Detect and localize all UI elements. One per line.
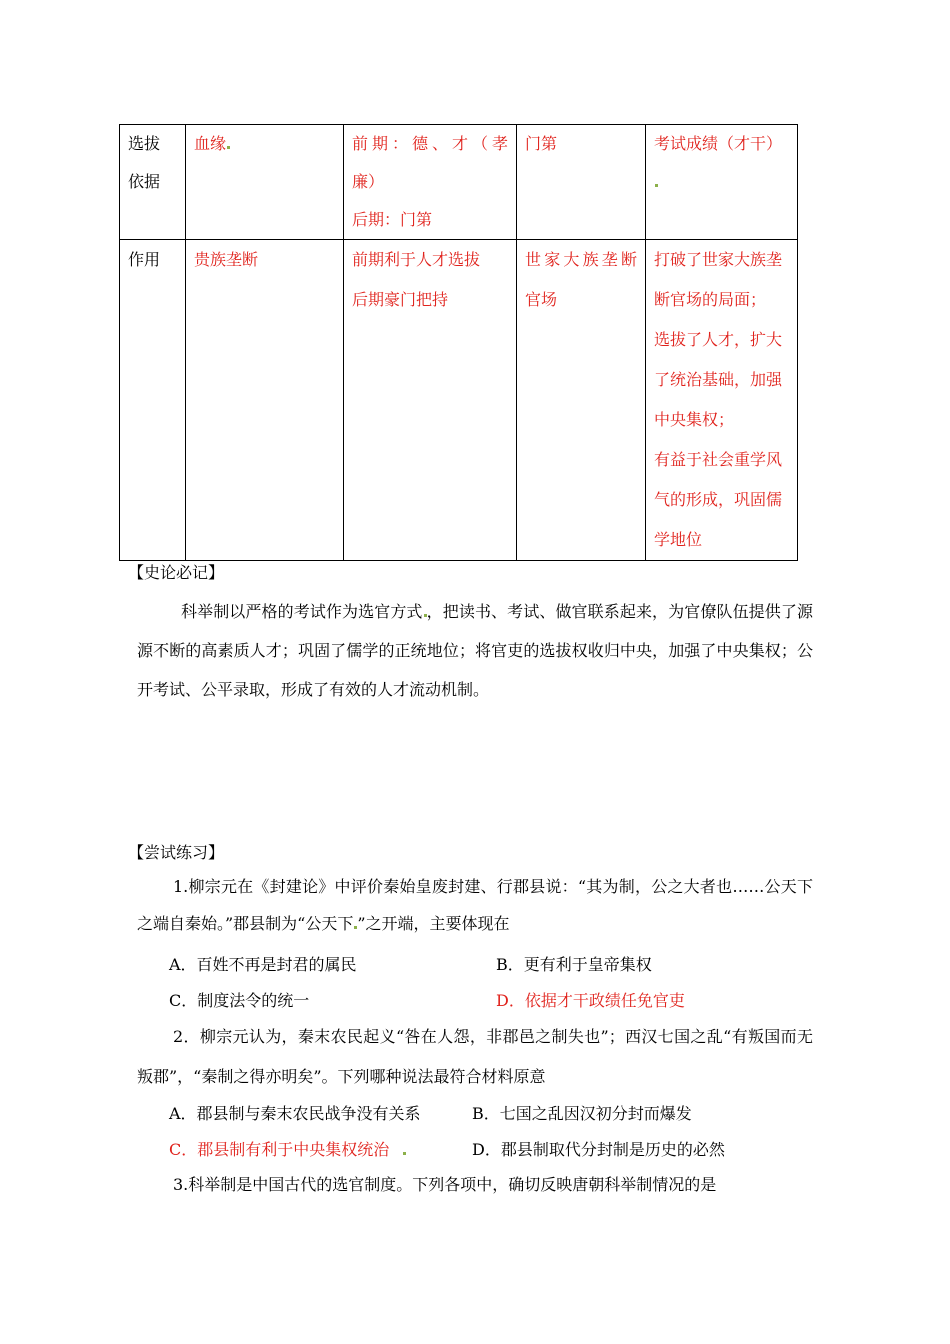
marker-dot bbox=[227, 146, 230, 149]
table-row bbox=[120, 240, 798, 561]
q2-option-c-answer: C．郡县制有利于中央集权统治 bbox=[169, 1137, 406, 1160]
section-title-shilun: 【史论必记】 bbox=[128, 563, 225, 582]
cell-exam-effect: 打破了世家大族垄 断官场的局面； 选拔了人才，扩大 了统治基础，加强 中央集权； 有益于社会重学风 气的形成，巩固儒 学地位 bbox=[646, 240, 798, 561]
cell-noble-monopoly: 贵族垄断 bbox=[186, 240, 344, 561]
q1-option-b: B．更有利于皇帝集权 bbox=[496, 955, 652, 974]
row-header-effect: 作用 bbox=[120, 240, 186, 561]
section-title-practice: 【尝试练习】 bbox=[128, 843, 225, 862]
q1-option-c: C．制度法令的统一 bbox=[169, 991, 310, 1010]
comparison-table bbox=[119, 124, 798, 561]
marker-dot bbox=[655, 184, 658, 187]
cell-clan-monopoly: 世家大族垄断 官场 bbox=[517, 240, 646, 561]
cell-exam-score: 考试成绩（才干） bbox=[646, 125, 798, 240]
cell-bloodline: 血缘 bbox=[186, 125, 344, 240]
question-1-stem: 1.柳宗元在《封建论》中评价秦始皇废封建、行郡县说：“其为制，公之大者也……公天下之端自秦始。”郡县制为“公天下 ”之开端，主要体现在 bbox=[137, 877, 813, 933]
q2-option-d: D．郡县制取代分封制是历史的必然 bbox=[472, 1140, 725, 1159]
q1-option-d-answer: D．依据才干政绩任免官吏 bbox=[496, 991, 685, 1010]
question-2-stem: 2．柳宗元认为，秦末农民起义“咎在人怨，非郡邑之制失也”；西汉七国之乱“有叛国而无叛郡”，“秦制之得亦明矣”。下列哪种说法最符合材料原意 bbox=[137, 1027, 813, 1086]
q2-option-a: A．郡县制与秦末农民战争没有关系 bbox=[169, 1104, 421, 1123]
q2-option-b: B．七国之乱因汉初分封而爆发 bbox=[472, 1104, 692, 1123]
cell-family-status: 门第 bbox=[517, 125, 646, 240]
q1-option-a: A．百姓不再是封君的属民 bbox=[169, 955, 357, 974]
cell-han-basis: 前期：德、才（孝 廉） 后期：门第 bbox=[344, 125, 517, 240]
marker-dot bbox=[403, 1152, 406, 1155]
row-header-selection-basis: 选拔 依据 bbox=[120, 125, 186, 240]
shilun-paragraph: 科举制以严格的考试作为选官方式 ，把读书、考试、做官联系起来，为官僚队伍提供了源源不断的高素质人才；巩固了儒学的正统地位；将官吏的选拔权收归中央，加强了中央集权；公开考试、公平录取，形成了有效的人才流动机制。 bbox=[137, 602, 813, 699]
question-3-stem: 3.科举制是中国古代的选官制度。下列各项中，确切反映唐朝科举制情况的是 bbox=[173, 1175, 717, 1194]
cell-han-effect: 前期利于人才选拔 后期豪门把持 bbox=[344, 240, 517, 561]
table-row bbox=[120, 125, 798, 240]
